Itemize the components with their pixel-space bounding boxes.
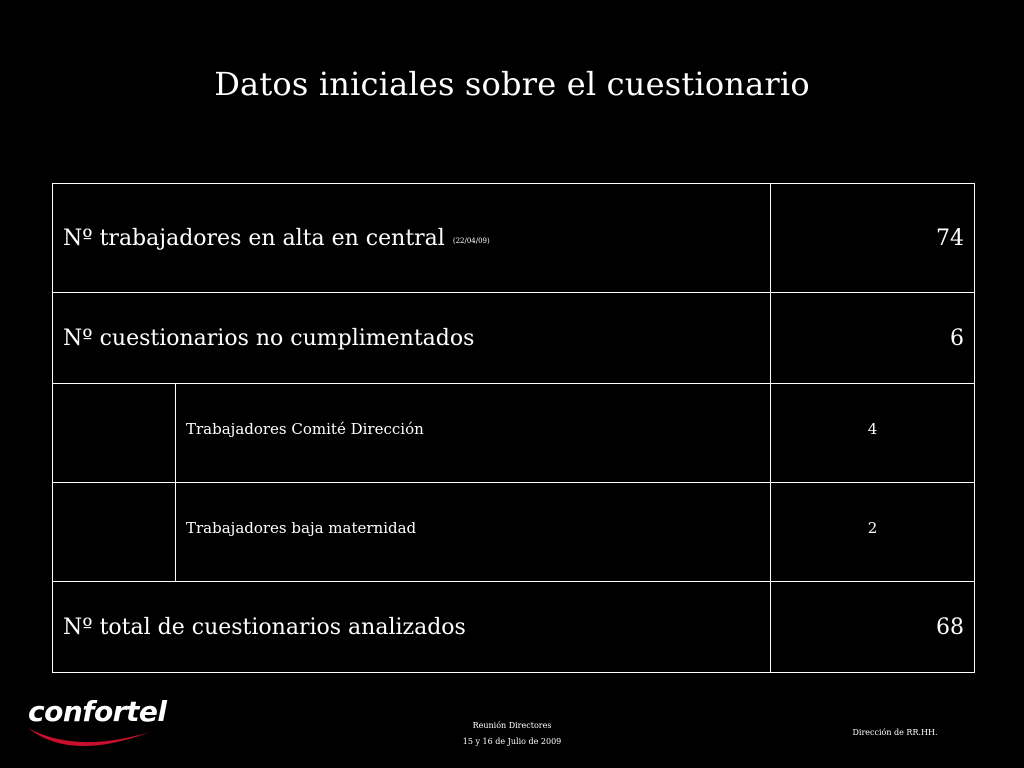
footer-department: Dirección de RR.HH. [852,728,938,737]
slide-title: Datos iniciales sobre el cuestionario [214,65,810,103]
sub-row-value: 2 [771,483,975,582]
table-row [53,384,975,483]
sub-row-label: Trabajadores Comité Dirección [176,384,771,483]
sub-row-label: Trabajadores baja maternidad [176,483,771,582]
indent-cell [53,384,176,483]
footer-meeting-info [412,718,612,750]
row-label: Nº total de cuestionarios analizados [53,582,771,673]
footer-meeting-title: Reunión Directores [472,721,552,730]
row-value: 68 [771,582,975,673]
row-value: 74 [771,184,975,293]
table-row [53,184,975,293]
row-value: 6 [771,293,975,384]
row-label: Nº cuestionarios no cumplimentados [53,293,771,384]
questionnaire-data-table [52,183,975,673]
date-note: (22/04/09) [452,236,490,245]
confortel-logo [26,694,167,754]
sub-row-value: 4 [771,384,975,483]
table-row [53,293,975,384]
indent-cell [53,483,176,582]
logo-text: confortel [28,695,167,728]
row-label [53,184,771,293]
row-label-text: Nº trabajadores en alta en central [63,225,445,251]
logo-swoosh-icon [26,718,156,754]
table-row [53,582,975,673]
footer-meeting-date: 15 y 16 de Julio de 2009 [462,737,562,746]
table-row [53,483,975,582]
